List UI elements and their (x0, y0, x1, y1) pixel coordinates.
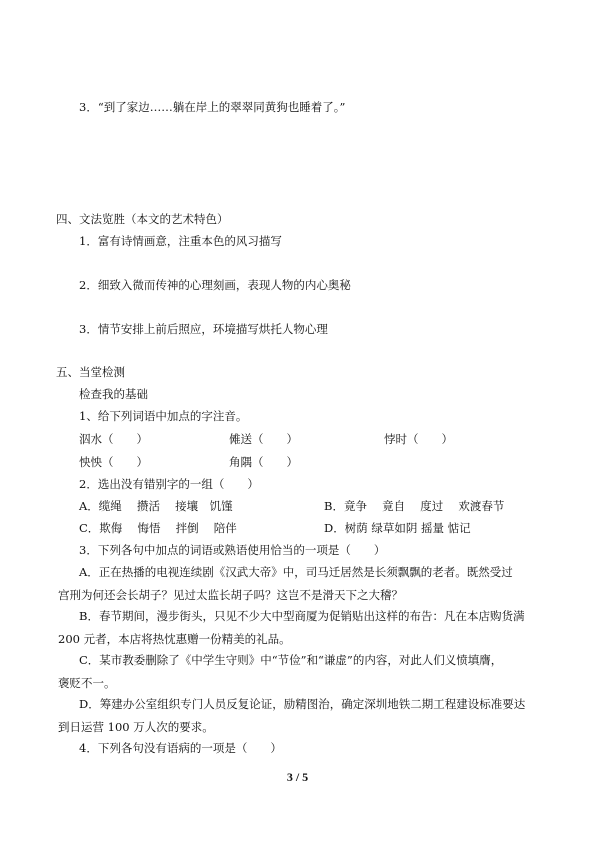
section-5-heading: 五、当堂检测 (56, 365, 125, 379)
q2-option-d: D．树荫 绿草如阴 摇量 惦记 (324, 521, 471, 535)
section-4-item-3: 3．情节安排上前后照应，环境描写烘托人物心理 (79, 322, 328, 336)
q3-stem: 3．下列各句中加点的词语或熟语使用恰当的一项是（ ） (79, 543, 386, 557)
q1-item-qiushui: 泅水（ ） (79, 432, 148, 446)
q1-item-beishi: 悖时（ ） (384, 432, 453, 446)
q4-stem: 4．下列各句没有语病的一项是（ ） (79, 741, 282, 755)
q3-option-b-line-2: 200 元者，本店将热忱惠赠一份精美的礼品。 (58, 632, 291, 646)
question-3-quote: 3．“到了家边……躺在岸上的翠翠同黄狗也睡着了。” (79, 100, 346, 114)
q3-option-a-line-1: A．正在热播的电视连续剧《汉武大帝》中，司马迁居然是长须飘飘的老者。既然受过 (79, 565, 513, 579)
q2-stem: 2．选出没有错别字的一组（ ） (79, 477, 259, 491)
q3-option-b (58, 608, 544, 647)
q3-option-d-line-2: 到日运营 100 万人次的要求。 (58, 720, 214, 734)
q3-option-a-line-2: 宫刑为何还会长胡子？见过太监长胡子吗？这岂不是滑天下之大稽？ (58, 588, 403, 602)
q2-option-c: C．欺侮 悔悟 拌倒 陪伴 (79, 521, 237, 535)
q2-option-a: A．缆绳 攒活 接壤 饥馑 (79, 499, 233, 513)
q3-option-d-line-1: D．筹建办公室组织专门人员反复论证，励精图治，确定深圳地铁二期工程建设标准要达 (79, 697, 526, 711)
section-4-item-2: 2．细致入微而传神的心理刻画，表现人物的内心奥秘 (79, 278, 351, 292)
q1-item-nuosong: 傩送（ ） (229, 432, 298, 446)
q3-option-a (58, 564, 544, 603)
q3-option-c-line-1: C．某市教委删除了《中学生守则》中“节俭”和“谦虚”的内容，对此人们义愤填膺， (79, 653, 503, 667)
q3-option-c-line-2: 褒贬不一。 (58, 676, 116, 690)
section-4-item-1: 1．富有诗情画意，注重本色的风习描写 (79, 234, 282, 248)
q2-option-b: B．竟争 竟自 度过 欢渡春节 (324, 499, 505, 513)
q1-stem: 1、给下列词语中加点的字注音。 (79, 409, 248, 423)
q1-item-yangyang: 怏怏（ ） (79, 455, 148, 469)
q3-option-b-line-1: B．春节期间，漫步街头，只见不少大中型商厦为促销贴出这样的布告：凡在本店购货满 (79, 609, 525, 623)
page-number: 3 / 5 (286, 770, 309, 784)
q3-option-c (58, 652, 544, 691)
section-5-subheading: 检查我的基础 (79, 387, 148, 401)
q3-option-d (58, 696, 544, 735)
q1-item-jiaoyu: 角隅（ ） (229, 455, 298, 469)
section-4-heading: 四、文法览胜（本文的艺术特色） (56, 212, 229, 226)
